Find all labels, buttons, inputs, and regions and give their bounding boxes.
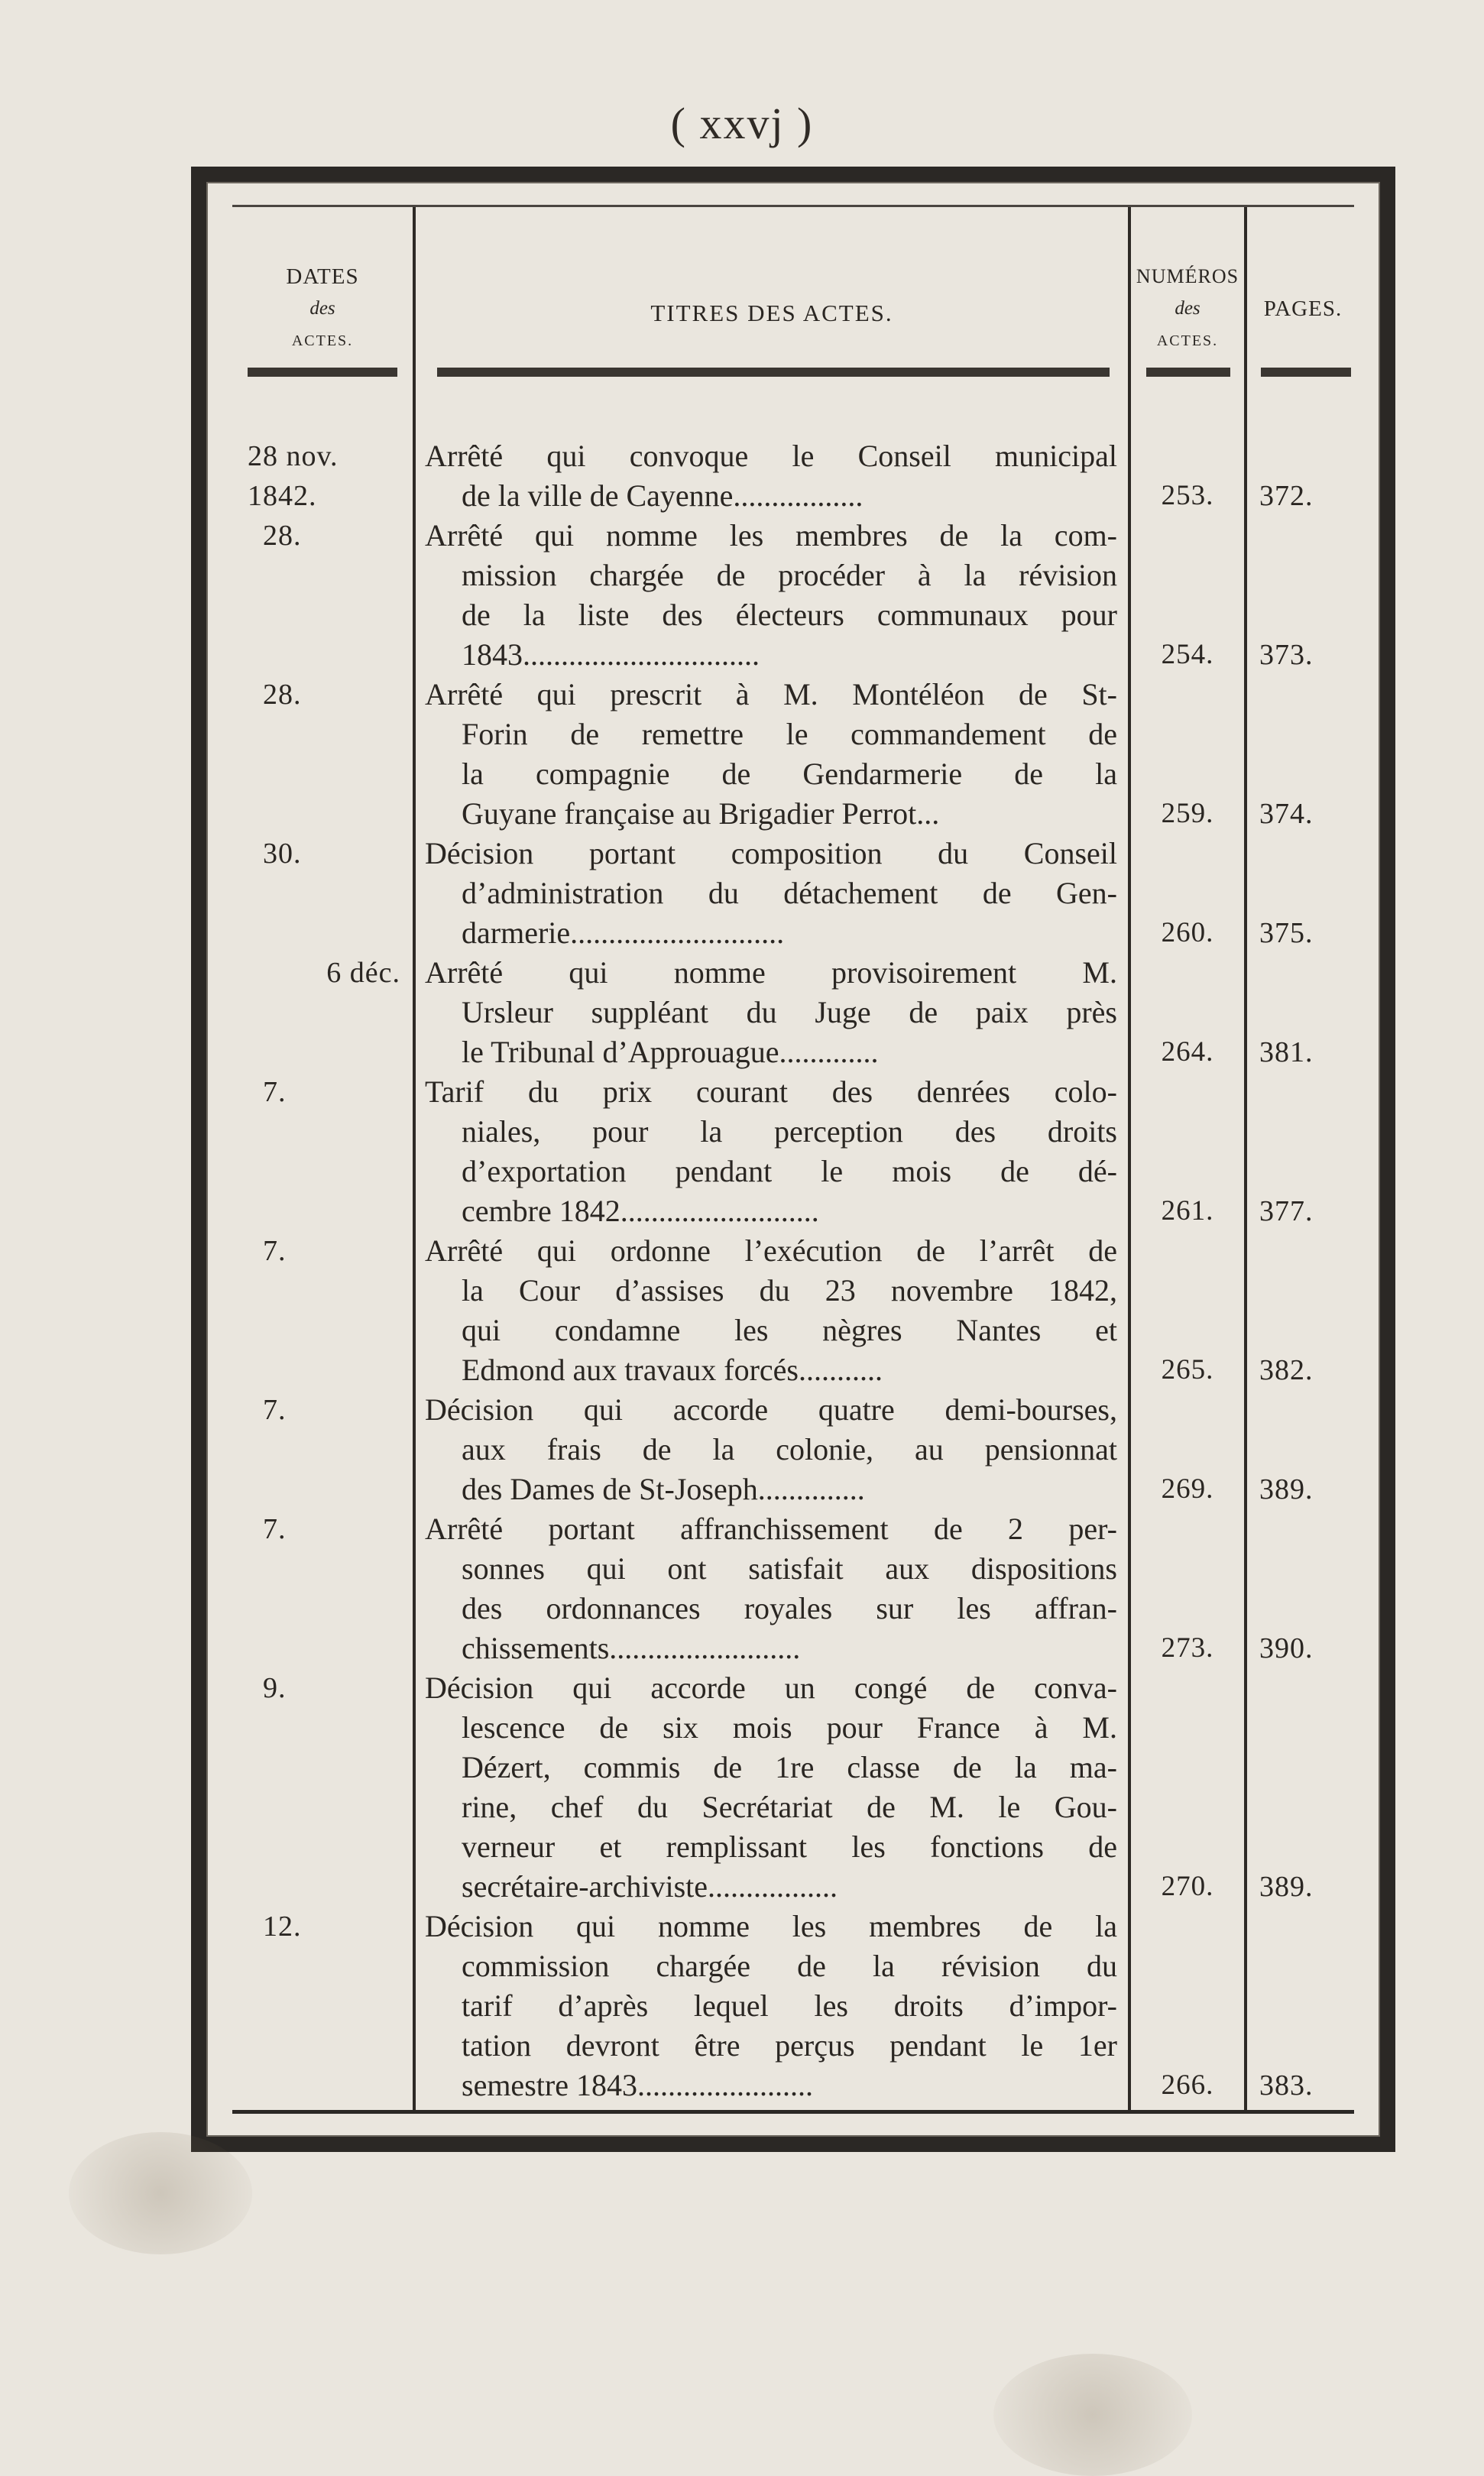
table-row	[232, 1668, 1354, 1907]
entry-title-line: Décision qui accorde quatre demi-bourses,	[425, 1392, 1117, 1427]
table-row	[232, 1231, 1354, 1390]
entry-date: 28.	[263, 679, 302, 711]
entry-title-line: Arrêté qui prescrit à M. Montéléon de St-	[425, 677, 1117, 711]
paper-stain	[993, 2354, 1192, 2476]
entry-date: 12.	[263, 1910, 302, 1943]
entry-title-line: la Cour d’assises du 23 novembre 1842,	[462, 1273, 1117, 1308]
entry-title-line: Arrêté qui nomme provisoirement M.	[425, 955, 1117, 990]
entry-title-line: des ordonnances royales sur les affran-	[462, 1591, 1117, 1625]
entry-page: 375.	[1259, 917, 1314, 949]
entry-numero: 273.	[1161, 1632, 1214, 1664]
table-row	[232, 834, 1354, 953]
entry-numero: 270.	[1161, 1871, 1214, 1902]
entry-numero: 259.	[1161, 798, 1214, 829]
entry-title-line: Forin de remettre le commandement de	[462, 717, 1117, 751]
entry-page: 390.	[1259, 1632, 1314, 1664]
entry-title-line: Ursleur suppléant du Juge de paix près	[462, 995, 1117, 1029]
entry-title-line: Décision portant composition du Conseil	[425, 836, 1117, 870]
entry-page: 382.	[1259, 1354, 1314, 1386]
entry-title-line: niales, pour la perception des droits	[462, 1114, 1117, 1149]
header-rule	[248, 368, 397, 377]
table-row	[232, 675, 1354, 834]
entry-title-line: verneur et remplissant les fonctions de	[462, 1829, 1117, 1864]
entry-title-line: Arrêté qui convoque le Conseil municipal	[425, 439, 1117, 473]
entry-date: 6 déc.	[326, 957, 400, 989]
table-row	[232, 1509, 1354, 1668]
entry-title-line: darmerie............................	[462, 916, 785, 950]
entry-title-line: d’administration du détachement de Gen-	[462, 876, 1117, 910]
header-dates-line: DATES	[286, 264, 359, 289]
header-dates-line: ACTES.	[291, 332, 354, 349]
entry-title-line: cembre 1842..........................	[462, 1194, 819, 1228]
entry-numero: 265.	[1161, 1354, 1214, 1385]
header-numeros-line: NUMÉROS	[1136, 265, 1239, 287]
entry-title-line: Dézert, commis de 1re classe de la ma-	[462, 1750, 1117, 1784]
entry-date: 7.	[263, 1076, 287, 1108]
header-dates-line: des	[309, 298, 335, 319]
entry-title-line: aux frais de la colonie, au pensionnat	[462, 1432, 1117, 1466]
entry-date: 28 nov.	[248, 440, 339, 472]
entry-title-line: chissements.........................	[462, 1631, 801, 1665]
header-rule	[1261, 368, 1351, 377]
table-row	[232, 436, 1354, 516]
entry-date: 28.	[263, 520, 302, 552]
entry-title-line: Tarif du prix courant des denrées colo-	[425, 1074, 1117, 1109]
paper-stain	[69, 2132, 252, 2254]
entry-title-line: sonnes qui ont satisfait aux dispositions	[462, 1551, 1117, 1586]
header-pages: PAGES.	[1263, 297, 1343, 321]
entry-numero: 260.	[1161, 917, 1214, 948]
entry-title-line: Décision qui accorde un congé de conva-	[425, 1671, 1117, 1705]
table-row	[232, 953, 1354, 1072]
entry-page: 389.	[1259, 1871, 1314, 1903]
entry-title-line: commission chargée de la révision du	[462, 1949, 1117, 1983]
entry-title-line: tarif d’après lequel les droits d’impor-	[462, 1988, 1117, 2023]
entry-date: 7.	[263, 1513, 287, 1545]
entry-title-line: tation devront être perçus pendant le 1er	[462, 2028, 1117, 2063]
entry-numero: 264.	[1161, 1036, 1214, 1068]
table-frame	[191, 167, 1395, 2152]
entry-page: 383.	[1259, 2069, 1314, 2102]
entry-page: 372.	[1259, 480, 1314, 512]
entry-title-line: Arrêté portant affranchissement de 2 per-	[425, 1512, 1117, 1546]
index-table	[232, 205, 1354, 2114]
entry-date: 7.	[263, 1394, 287, 1426]
page-number: ( xxvj )	[670, 99, 814, 148]
entry-title-line: 1843...............................	[462, 637, 760, 672]
header-dates	[232, 261, 413, 357]
table-row	[232, 516, 1354, 675]
entry-date: 1842.	[248, 480, 317, 512]
entry-title-line: mission chargée de procéder à la révision	[462, 558, 1117, 592]
entry-title-line: lescence de six mois pour France à M.	[462, 1710, 1117, 1745]
header-titles: TITRES DES ACTES.	[650, 300, 893, 326]
entry-page: 381.	[1259, 1036, 1314, 1068]
table-row	[232, 1907, 1354, 2105]
entry-title-line: de la liste des électeurs communaux pour	[462, 598, 1117, 632]
entry-title-line: des Dames de St-Joseph..............	[462, 1472, 865, 1506]
entry-date: 30.	[263, 838, 302, 870]
header-numeros-line: ACTES.	[1156, 332, 1219, 349]
table-row	[232, 1072, 1354, 1231]
entry-title-line: Arrêté qui nomme les membres de la com-	[425, 518, 1117, 553]
entry-page: 373.	[1259, 639, 1314, 671]
entry-title-line: d’exportation pendant le mois de dé-	[462, 1154, 1117, 1188]
entry-title-line: Décision qui nomme les membres de la	[425, 1909, 1117, 1943]
entry-title-line: la compagnie de Gendarmerie de la	[462, 757, 1117, 791]
entry-date: 9.	[263, 1672, 287, 1704]
entry-title-line: secrétaire-archiviste.................	[462, 1869, 838, 1904]
entry-title-line: le Tribunal d’Approuague.............	[462, 1035, 879, 1069]
entry-title-line: rine, chef du Secrétariat de M. le Gou-	[462, 1790, 1117, 1824]
header-rule	[437, 368, 1110, 377]
entry-title-line: Edmond aux travaux forcés...........	[462, 1353, 883, 1387]
entry-page: 374.	[1259, 798, 1314, 830]
entry-title-line: semestre 1843.......................	[462, 2068, 813, 2102]
header-numeros-line: des	[1175, 298, 1200, 319]
header-rule	[1146, 368, 1230, 377]
header-numeros	[1131, 261, 1244, 357]
entry-title-line: Guyane française au Brigadier Perrot...	[462, 796, 940, 831]
entry-page: 389.	[1259, 1473, 1314, 1505]
table-row	[232, 1390, 1354, 1509]
entry-date: 7.	[263, 1235, 287, 1267]
entry-numero: 253.	[1161, 480, 1214, 511]
entry-numero: 266.	[1161, 2069, 1214, 2101]
entry-numero: 269.	[1161, 1473, 1214, 1505]
entry-numero: 254.	[1161, 639, 1214, 670]
entry-title-line: de la ville de Cayenne.................	[462, 478, 864, 513]
entry-page: 377.	[1259, 1195, 1314, 1227]
entry-title-line: qui condamne les nègres Nantes et	[462, 1313, 1117, 1347]
entry-title-line: Arrêté qui ordonne l’exécution de l’arrêt de	[425, 1233, 1117, 1268]
entry-numero: 261.	[1161, 1195, 1214, 1227]
